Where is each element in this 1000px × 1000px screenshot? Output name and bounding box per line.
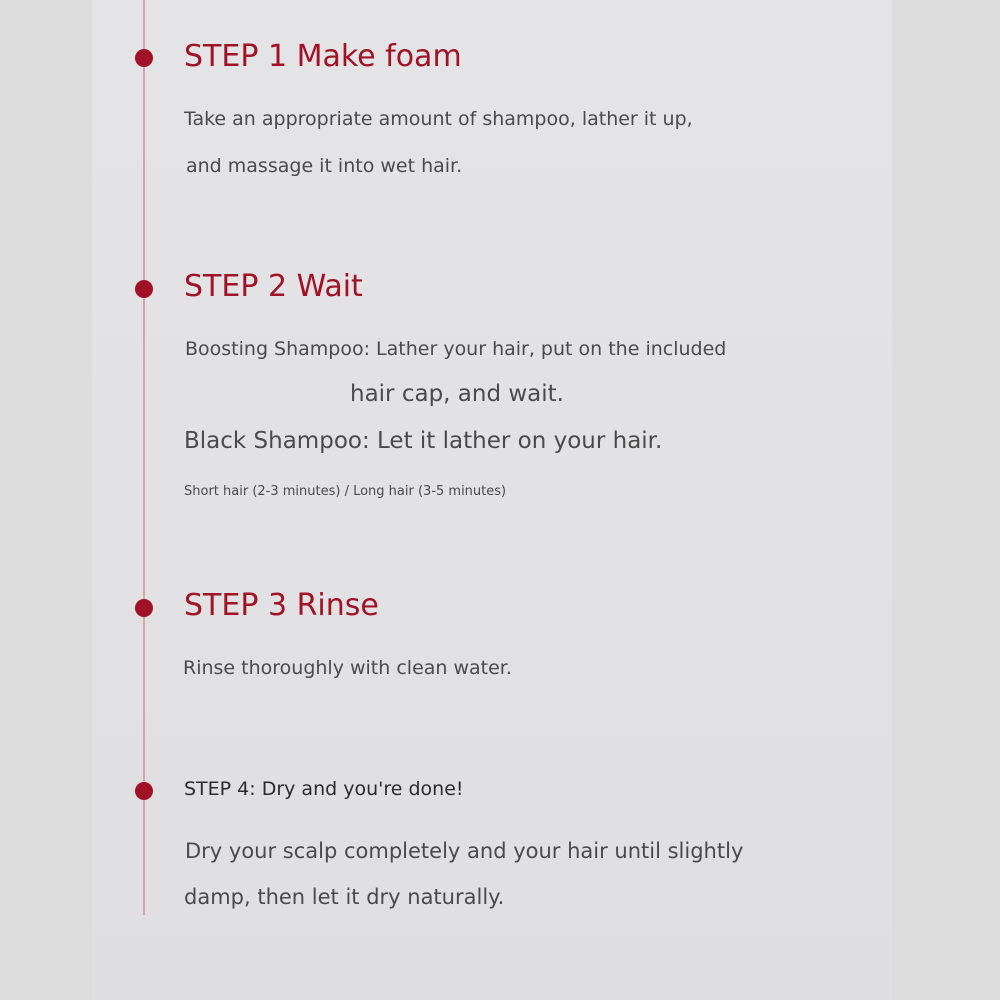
step-4-title: STEP 4: Dry and you're done! [184,778,464,800]
step-2-line-1: Boosting Shampoo: Lather your hair, put on the included [185,338,727,360]
step-4-marker [135,782,153,800]
step-2-title: STEP 2 Wait [184,269,363,304]
step-3-line-1: Rinse thoroughly with clean water. [183,657,512,679]
step-1-line-2: and massage it into wet hair. [186,155,463,177]
step-4-line-2: damp, then let it dry naturally. [184,885,505,909]
step-3-marker [135,599,153,617]
step-2-line-2: hair cap, and wait. [350,381,564,407]
step-1-title: STEP 1 Make foam [184,39,462,74]
step-2-marker [135,280,153,298]
step-2-line-3: Black Shampoo: Let it lather on your hair. [184,428,663,454]
step-4-line-1: Dry your scalp completely and your hair until slightly [185,839,744,863]
step-1-line-1: Take an appropriate amount of shampoo, lather it up, [184,108,693,130]
step-1-marker [135,49,153,67]
step-3-title: STEP 3 Rinse [184,588,379,623]
step-2-line-4: Short hair (2-3 minutes) / Long hair (3-5 minutes) [184,484,507,499]
timeline-line [143,0,145,915]
